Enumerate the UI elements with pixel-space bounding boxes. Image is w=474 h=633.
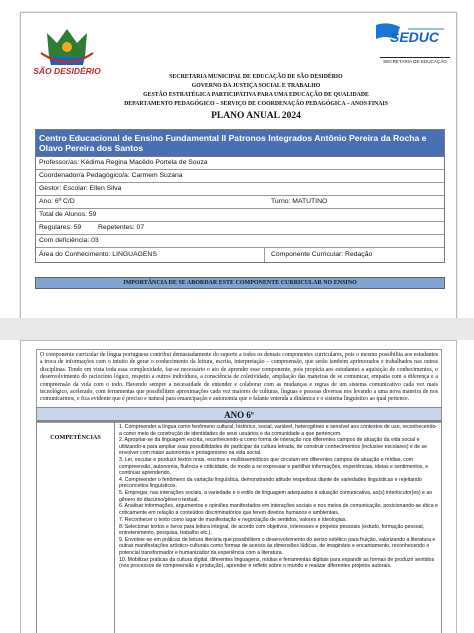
sao-desiderio-logo [25,23,109,81]
ano-heading: ANO 6º [36,407,442,421]
professor-text: Professor/as: Kédima Regina Macêdo Portela de Souza [39,159,208,166]
competencia-item: 9. Envolver-se em práticas de leitura literária que possibilitem o desenvolvimento do senso estético para fruição, valorizando a literatura e outras manifestações artístico-culturais como formas de acesso às dimensões lúdicas, de imaginário e encantamento, reconhecendo o potencial transformador e humanizador da experiência com a literatura. [119,536,436,556]
componente-text: Componente Curricular: Redação [271,251,373,258]
document-page-1 [20,12,457,320]
competencias-list [119,424,439,570]
competencia-item: 5. Empregar, nas interações sociais, a variedade e o estilo de linguagem adequados à situação comunicativa, ao(s) interlocutor(es) e ao gênero do discurso/gênero textual. [119,490,433,503]
info-table [35,129,445,263]
deficiencia-row [36,235,444,248]
area-row [36,248,444,262]
area-text: Área do Conhecimento: LINGUAGENS [39,251,157,258]
competencia-item: 6. Analisar informações, argumentos e opiniões manifestados em interações sociais e nos meios de comunicação, posicionando-se ética e criticamente em relação a conteúdos discriminatórios que ferem direitos humanos e ambientais. [119,503,438,516]
header-line-4: DEPARTAMENTO PEDAGÓGICO – SERVIÇO DE COORDENAÇÃO PEDAGÓGICA – ANOS FINAIS [124,101,388,107]
competencia-item: 1. Compreender a língua como fenômeno cultural, histórico, social, variável, heterogêneo e sensível aos contextos de uso, reconhecendo-a como meio de construção de identidades de seus usuários e da comunidade a que pertencem. [119,424,438,437]
header-line-3: GESTÃO ESTRATÉGICA PARTICIPATIVA PARA UMA EDUCAÇÃO DE QUALIDADE [143,92,369,98]
ano-text: Ano: 6º C/D [39,198,75,205]
school-name: Centro Educacional de Ensino Fundamental II Patronos Integrados Antônio Pereira da Rocha e Olavo Pereira dos Santos [36,130,444,157]
seduc-logo [368,21,450,69]
competencias-label: COMPETÊNCIAS [37,422,115,633]
competencia-item: 10. Mobilizar práticas da cultura digital, diferentes linguagens, mídias e ferramentas digitais para expandir as formas de produzir sentidos (nos processos de compreensão e produção), aprender e refletir sobre o mundo e realizar diferentes projetos autorais. [119,556,435,570]
gestor-row [36,183,444,196]
turno-text: Turno: MATUTINO [271,198,328,205]
seduc-logo-text: SEDUC [390,29,440,45]
area-divider [264,248,265,262]
document-page-2 [20,340,457,633]
plan-title: PLANO ANUAL 2024 [211,111,301,121]
header-line-2: GOVERNO DA JUSTIÇA SOCIAL E TRABALHO [191,83,321,89]
total-text: Total de Alunos: 59 [39,211,97,218]
competencia-item: 2. Apropriar-se da linguagem escrita, reconhecendo-a como forma de interação nos diferentes campos de atuação da vida social e utilizando-a para ampliar suas possibilidades de participar da cultura letrada, de construir conhecimentos (inclusive escolares) e de se envolver com maior autonomia e protagonismo na vida social. [119,437,427,457]
deficiencia-text: Com deficiência: 03 [39,237,99,244]
total-row [36,209,444,222]
regulares-row [36,222,444,235]
coordinator-row [36,170,444,183]
competencia-item: 8. Selecionar textos e livros para leitura integral, de acordo com objetivos, interesses e projetos pessoais (estudo, formação pessoal, entretenimento, pesquisa, trabalho etc.). [119,523,425,537]
professor-row [36,157,444,170]
competencias-table [36,421,442,633]
competencia-item: 3. Ler, escutar e produzir textos orais, escritos e multissemióticos que circulam em diferentes campos de atuação e mídias, com compreensão, autonomia, fluência e criticidade, de modo a se expressar e partilhar informações, experiências, ideias e sentimentos, e continuar aprendendo. [119,457,429,477]
competencia-item: 4. Compreender o fenômeno da variação linguística, demonstrando atitude respeitosa diante de variedades linguísticas e rejeitando preconceitos linguísticos. [119,476,422,490]
importancia-paragraph: O componente curricular de língua portuguesa contribui demasiadamente do suporte a todos os demais componentes curriculares, pois o mesmo possibilita aos estudantes a troca de informações com o intuito de gerar o conhecimento da leitura, escrita, interpretação – compreensão, que serão também aprimorados e trabalhados nas outras disciplinas. Tendo em vista toda essa complexidade, faz-se necessário o ato de aprender esse componente, pois propicia aos estudantes a aquisição de conhecimentos, o desenvolvimento do raciocínio lógico, respeito a outros indivíduos, a consciência de coletividade, ampliação das maneiras de se comunicar, empatia com a diferença e a compreensão da vida com o todo. Havendo sempre a necessidade de entender e colaborar com as mudanças e regras de um sistema comunicativo cada vez mais tecnológico, acelerado, com ferramentas que possibilitem aproximações cada vez maiores de culturas, línguas e pessoas diversas nos levando a uma nova maneira de nos comunicarmos, e fica evidente que é preciso e natural para emancipação e autonomia que o falante entenda a dinâmica e o sistema linguístico ao qual pertence. [36,349,442,423]
seduc-logo-subtext: SECRETARIA DE EDUCAÇÃO [380,57,450,64]
coordinator-text: Coordenador/a Pedagógico/a: Carmem Suzana [39,172,183,179]
page-gap [0,318,474,340]
sao-desiderio-logo-text: SÃO DESIDÉRIO [33,66,101,76]
competencia-item: 7. Reconhecer o texto como lugar de manifestação e negociação de sentidos, valores e ideologias. [119,516,347,523]
document-header [111,73,401,122]
repetentes-text: Repetentes: 07 [98,224,145,231]
header-line-1: SECRETARIA MUNICIPAL DE EDUCAÇÃO DE SÃO DESIDÉRIO [169,74,343,80]
regulares-text: Regulares: 59 [39,224,82,231]
importancia-heading: IMPORTÂNCIA DE SE ABORDAR ESTE COMPONENTE CURRICULAR NO ENSINO [35,277,445,289]
ano-turno-row [36,196,444,209]
gestor-text: Gestor: Escolar: Ellen Silva [39,185,122,192]
